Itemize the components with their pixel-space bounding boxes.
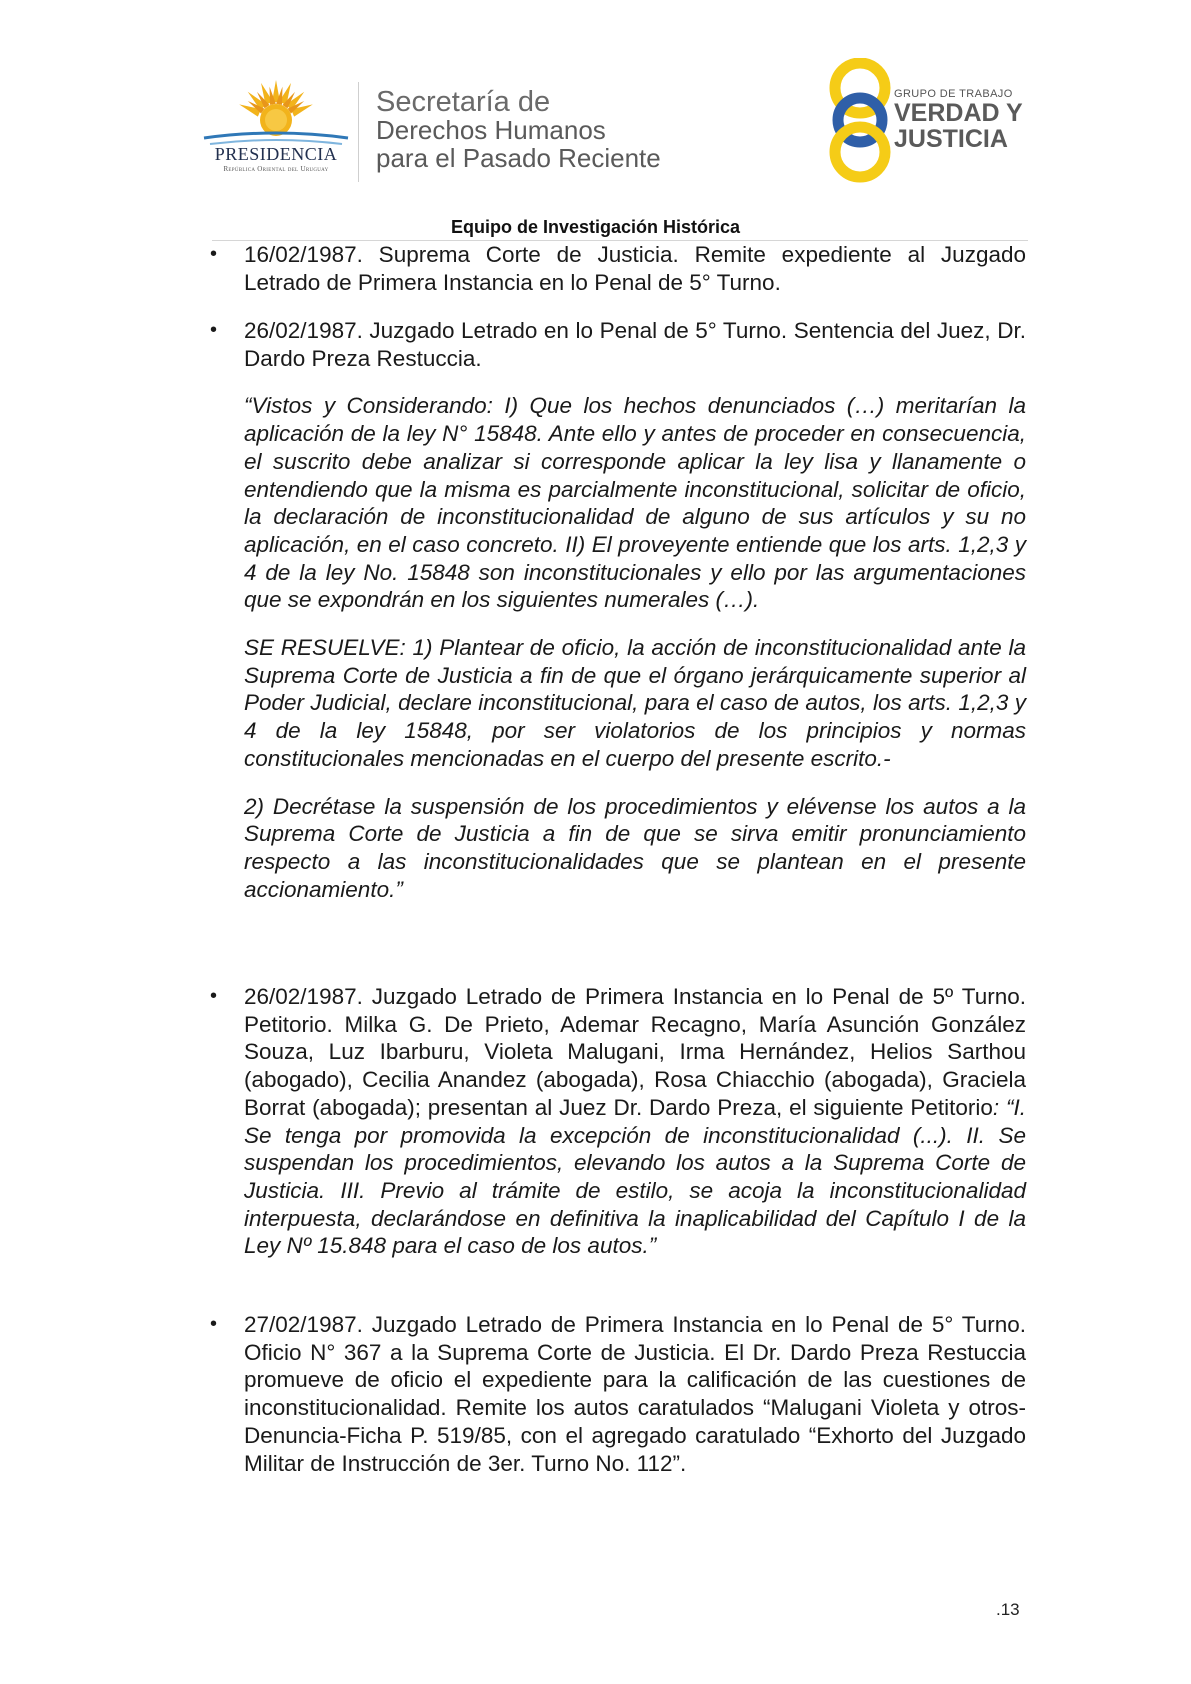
presidencia-logo (196, 78, 356, 178)
bullet-icon: • (210, 1313, 218, 1335)
list-item (210, 317, 1026, 903)
secretaria-line-3: para el Pasado Reciente (376, 143, 661, 173)
list-item (210, 983, 1026, 1260)
bullet-icon: • (210, 985, 218, 1007)
verdad-justicia-text (894, 88, 1023, 152)
secretaria-logo (376, 88, 661, 172)
sentence-quote-considerando: “Vistos y Considerando: I) Que los hechos denunciados (…) meritarían la aplicación de la ley N° 15848. Ante ello y antes de proceder en consecuencia, el suscrito debe analizar si corresponde aplicar la ley lisa y llanamente o entendiendo que la misma es parcialmente inconstitucional, solicitar de oficio, la declaración de inconstitucionalidad de alguno de sus artículos y su no aplicación, en el caso concreto. II) El proveyente entiende que los arts. 1,2,3 y 4 de la ley No. 15848 son inconstitucionales y ello por las argumentaciones que se expondrán en los siguientes numerales (…). (244, 393, 1026, 613)
entry-text (244, 983, 1026, 1260)
list-item (210, 1311, 1026, 1477)
page-header (0, 0, 1191, 240)
justicia-label: JUSTICIA (894, 125, 1008, 153)
rings-emblem-icon (826, 58, 896, 184)
sentence-quote-resuelve: SE RESUELVE: 1) Plantear de oficio, la acción de inconstitucionalidad ante la Suprema Corte de Justicia a fin de que el órgano jerárquicamente superior al Poder Judicial, declare inconstitucional, para el caso de autos, los arts. 1,2,3 y 4 de la ley 15848, por ser violatorios de los principios y normas constitucionales mencionadas en el cuerpo del presente escrito.- (244, 635, 1026, 771)
team-title: Equipo de Investigación Histórica (450, 217, 741, 237)
verdad-justicia-logo (826, 58, 1036, 184)
list-item (210, 241, 1026, 296)
sun-emblem-icon (196, 78, 356, 148)
petitorio-quote: : “I. Se tenga por promovida la excepción de inconstitucionalidad (...). II. Se suspendan los procedimientos, elevando los autos a la Suprema Corte de Justicia. III. Previo al trámite de estilo, se acoja la inconstitucionalidad interpuesta, declarándose en definitiva la inaplicabilidad del Capítulo I de la Ley Nº 15.848 para el caso de los autos.” (244, 1094, 1026, 1259)
entry-text-main: 26/02/1987. Juzgado Letrado de Primera Instancia en lo Penal de 5º Turno. Petitorio. Milka G. De Prieto, Ademar Recagno, María Asunción González Souza, Luz Ibarburu, Violeta Malugani, Irma Hernández, Helios Sarthou (abogado), Cecilia Anandez (abogada), Rosa Chiacchio (abogada), Graciela Borrat (abogada); presentan al Juez Dr. Dardo Preza, el siguiente Petitorio (244, 984, 1026, 1120)
entry-text: 16/02/1987. Suprema Corte de Justicia. Remite expediente al Juzgado Letrado de Primera Instancia en lo Penal de 5° Turno. (244, 242, 1026, 295)
bullet-icon: • (210, 243, 218, 265)
page-number: .13 (996, 1600, 1020, 1619)
secretaria-line-1: Secretaría de (376, 86, 551, 118)
logo-divider (358, 82, 359, 182)
verdad-label: VERDAD Y (894, 99, 1023, 127)
sentence-quote-suspension: 2) Decrétase la suspensión de los procedimientos y elévense los autos a la Suprema Corte de Justicia a fin de que se sirva emitir pronunciamiento respecto a las inconstitucionalidades que se plantean en el presente accionamiento.” (244, 793, 1026, 902)
entry-text: 26/02/1987. Juzgado Letrado en lo Penal de 5° Turno. Sentencia del Juez, Dr. Dardo Preza Restuccia. (244, 318, 1026, 371)
bullet-icon: • (210, 319, 218, 341)
grupo-de-trabajo-label: GRUPO DE TRABAJO (894, 88, 1013, 100)
presidencia-subtitle: República Oriental del Uruguay (223, 165, 329, 173)
presidencia-word: PRESIDENCIA (214, 144, 338, 164)
entry-text: 27/02/1987. Juzgado Letrado de Primera Instancia en lo Penal de 5° Turno. Oficio N° 367 a la Suprema Corte de Justicia. El Dr. Dardo Preza Restuccia promueve de oficio el expediente para la calificación de las cuestiones de inconstitucionalidad. Remite los autos caratulados “Malugani Violeta y otros-Denuncia-Ficha P. 519/85, con el agregado caratulado “Exhorto del Juzgado Militar de Instrucción de 3er. Turno No. 112”. (244, 1312, 1026, 1476)
secretaria-line-2: Derechos Humanos (376, 115, 606, 145)
